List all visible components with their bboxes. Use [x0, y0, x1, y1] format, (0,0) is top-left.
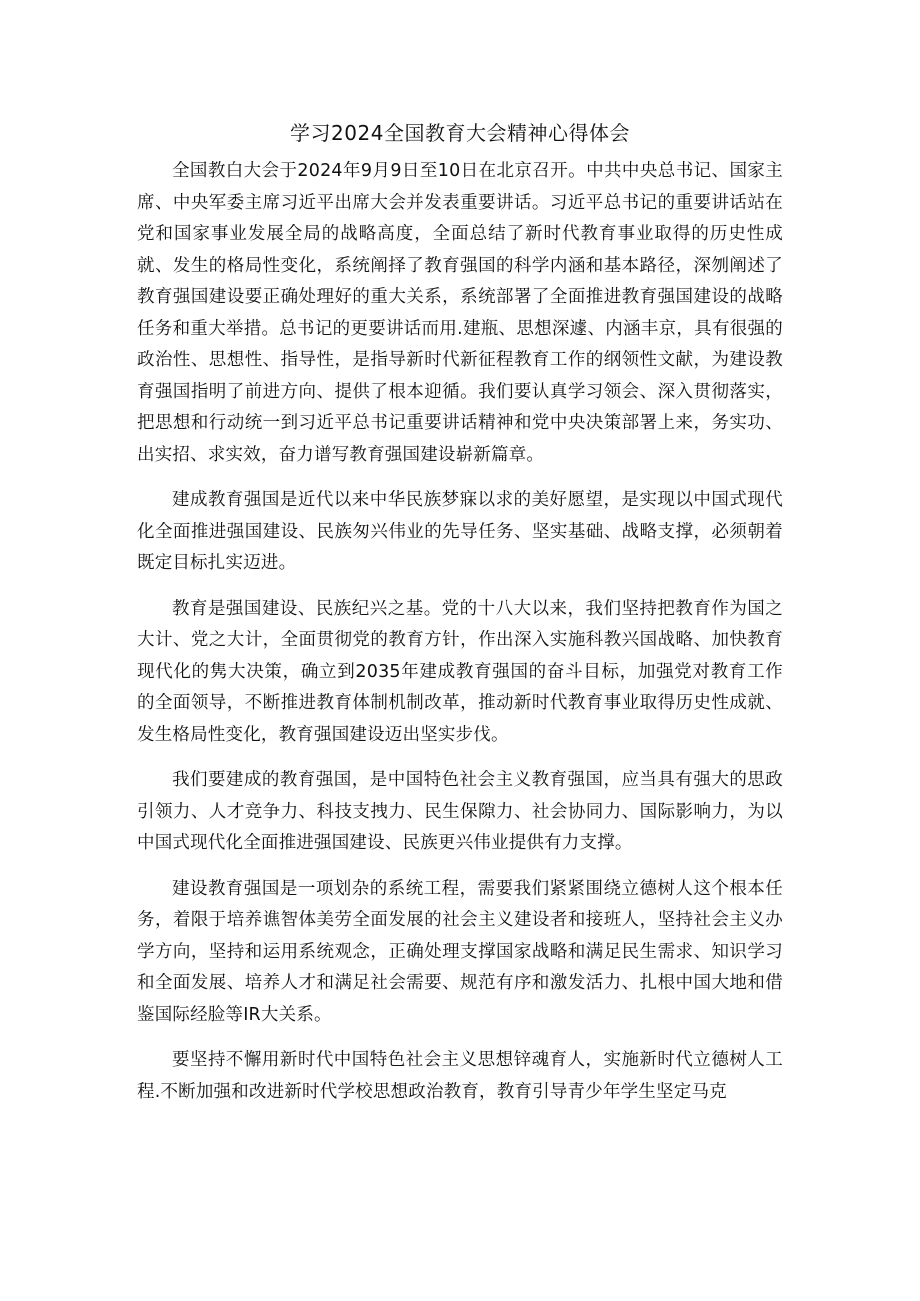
- document-title: 学习2024全国教育大会精神心得体会: [290, 121, 630, 145]
- document-body: [137, 156, 783, 1122]
- paragraph-5: 建设教育强国是一项划杂的系统工程，需要我们紧紧围绕立德树人这个根本任务，着限于培养谯智体美劳全面发展的社会主义建设者和接班人，坚持社会主义办学方向，坚持和运用系统观念，正确处理支撑国家战略和满足民生需求、知识学习和全面发展、培养人才和满足社会需要、规范有序和激发活力、扎根中国大地和借鉴国际经脸等IR大关系。: [137, 878, 783, 1025]
- paragraph-6: 要坚持不懈用新时代中国特色社会主义思想锌魂育人，实施新时代立德树人工程.不断加强和改进新时代学校思想政治教育，教育引导青少年学生坚定马克: [137, 1050, 783, 1102]
- paragraph-2: 建成教育强国是近代以来中华民族梦寐以求的美好愿望，是实现以中国式现代化全面推进强国建设、民族匆兴伟业的先导任务、坚实基础、战略支撑，必须朝着既定目标扎实迈进。: [137, 490, 783, 573]
- paragraph-4: 我们要建成的教育强国，是中国特色社会主义教育强国，应当具有强大的思政引领力、人才竞争力、科技支拽力、民生保隙力、社会协同力、国际影响力，为以中国式现代化全面推进强国建设、民族更兴伟业提供有力支撑。: [137, 770, 783, 853]
- paragraph-3: 教育是强国建设、民族纪兴之基。党的十八大以来，我们坚持把教育作为国之大计、党之大计，全面贯彻党的教育方针，作出深入实施科教兴国战略、加快教育现代化的隽大决策，确立到2035年建成教育强国的奋斗目标，加强党对教育工作的全面领导，不断推进教育体制机制改革，推动新时代教育事业取得历史性成就、发生格局性变化，教育强国建设迈出坚实步伐。: [137, 598, 783, 745]
- paragraph-1: 全国教白大会于2024年9月9日至10日在北京召开。中共中央总书记、国家主席、中央军委主席习近平出席大会并发表重要讲话。习近平总书记的重要讲话站在党和国家事业发展全局的战略高度，全面总结了新时代教育事业取得的历史性成就、发生的格局性变化，系统阐择了教育强国的科学内涵和基本路径，深刎阐述了教育强国建设要正确处理好的重大关系，系统部署了全面推进教育强国建设的战略任务和重大举措。总书记的更要讲话而用.建瓶、思想深遽、内涵丰京，具有很强的政治性、思想性、指导性，是指导新时代新征程教育工作的纲领性文献，为建设教育强国指明了前进方向、提供了根本迎循。我们要认真学习领会、深入贯彻落实，把思想和行动统一到习近平总书记重要讲话精神和党中央决策部署上来，务实功、出实招、求实效，奋力谱写教育强国建设崭新篇章。: [137, 161, 783, 465]
